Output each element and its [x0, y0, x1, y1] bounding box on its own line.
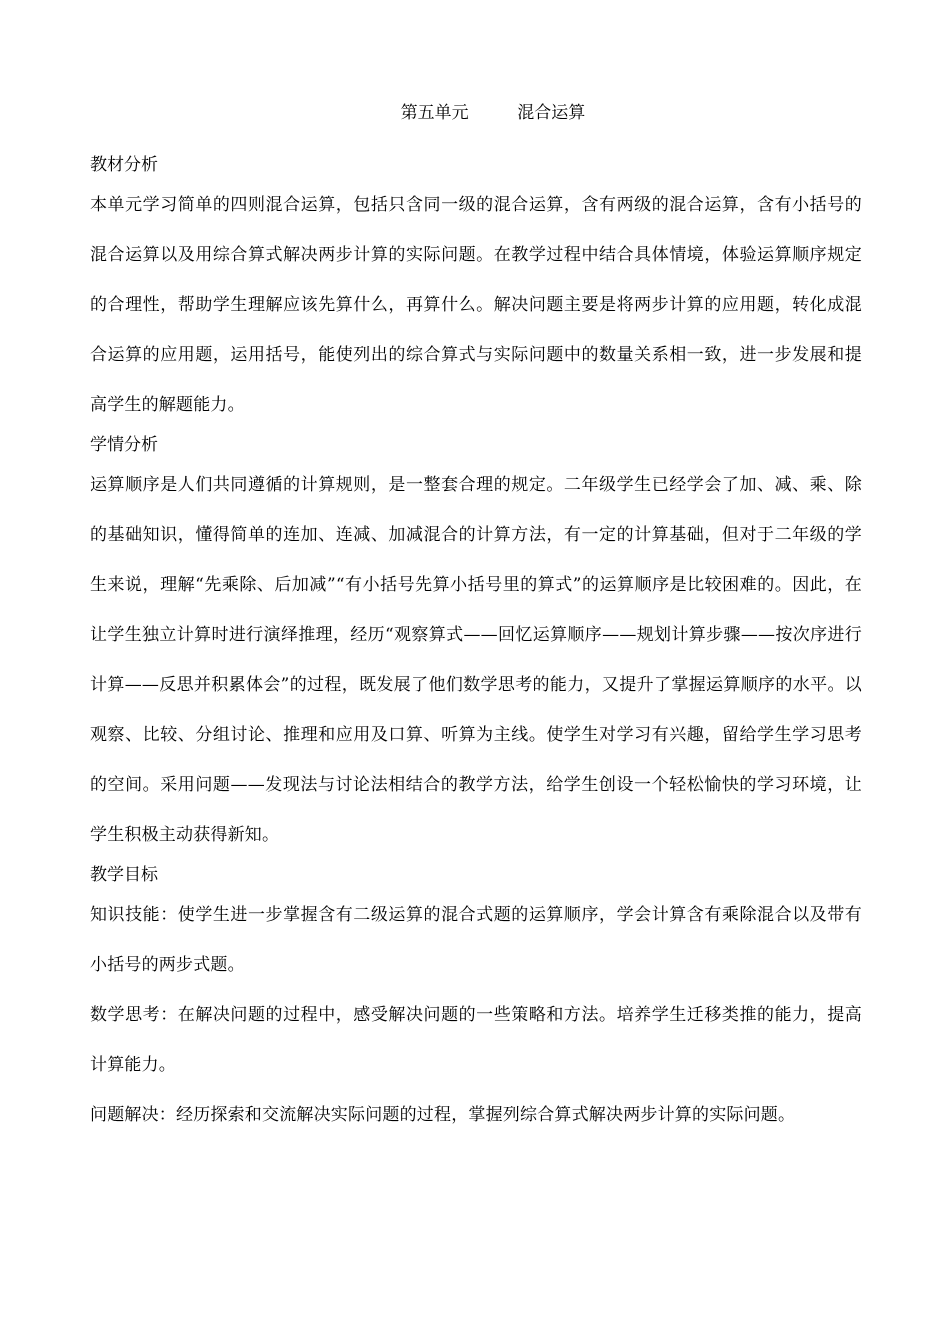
section-learner-analysis [90, 430, 862, 860]
document-page [90, 98, 862, 1140]
page-title: 第五单元 混合运算 [400, 103, 586, 123]
section-heading: 学情分析 [90, 435, 158, 455]
paragraph: 数学思考：在解决问题的过程中，感受解决问题的一些策略和方法。培养学生迁移类推的能力，提高计算能力。 [90, 1005, 862, 1075]
section-teaching-goals [90, 860, 862, 1140]
section-heading: 教材分析 [90, 155, 158, 175]
paragraph: 运算顺序是人们共同遵循的计算规则，是一整套合理的规定。二年级学生已经学会了加、减、乘、除的基础知识，懂得简单的连加、连减、加减混合的计算方法，有一定的计算基础，但对于二年级的学生来说，理解“先乘除、后加减”“有小括号先算小括号里的算式”的运算顺序是比较困难的。因此，在让学生独立计算时进行演绎推理，经历“观察算式——回忆运算顺序——规划计算步骤——按次序进行计算——反思并积累体会”的过程，既发展了他们数学思考的能力，又提升了掌握运算顺序的水平。以观察、比较、分组讨论、推理和应用及口算、听算为主线。使学生对学习有兴趣，留给学生学习思考的空间。采用问题——发现法与讨论法相结合的教学方法，给学生创设一个轻松愉快的学习环境，让学生积极主动获得新知。 [90, 475, 862, 845]
section-textbook-analysis [90, 150, 862, 430]
paragraph: 问题解决：经历探索和交流解决实际问题的过程，掌握列综合算式解决两步计算的实际问题。 [90, 1105, 796, 1125]
section-heading: 教学目标 [90, 865, 158, 885]
paragraph: 知识技能：使学生进一步掌握含有二级运算的混合式题的运算顺序，学会计算含有乘除混合以及带有小括号的两步式题。 [90, 905, 862, 975]
paragraph: 本单元学习简单的四则混合运算，包括只含同一级的混合运算，含有两级的混合运算，含有小括号的混合运算以及用综合算式解决两步计算的实际问题。在教学过程中结合具体情境，体验运算顺序规定的合理性，帮助学生理解应该先算什么，再算什么。解决问题主要是将两步计算的应用题，转化成混合运算的应用题，运用括号，能使列出的综合算式与实际问题中的数量关系相一致，进一步发展和提高学生的解题能力。 [90, 195, 862, 415]
